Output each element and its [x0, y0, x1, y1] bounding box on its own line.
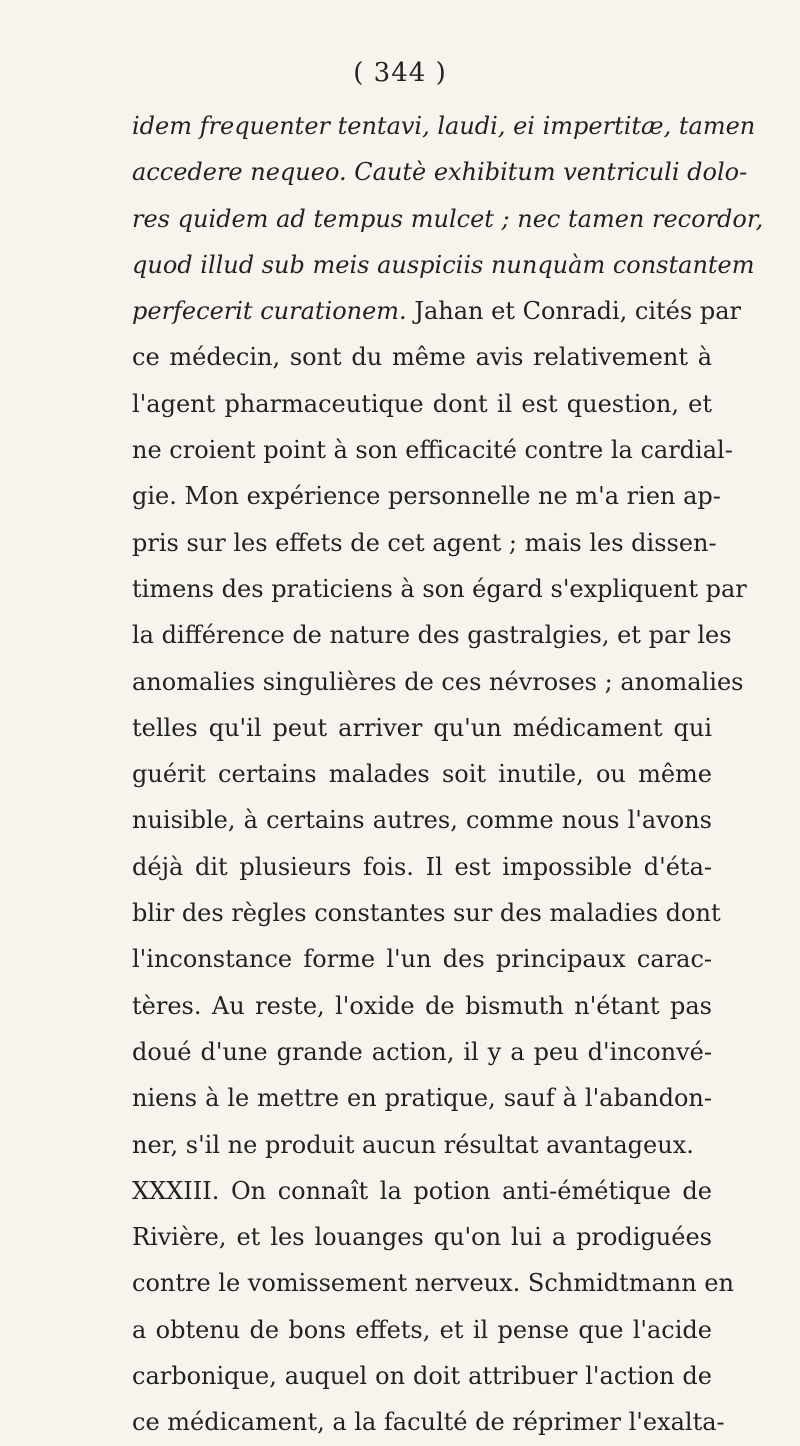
text-line — [132, 1260, 734, 1306]
roman-text: Rivière, et les louanges qu'on lui a prodiguées — [132, 1223, 712, 1252]
text-line — [132, 936, 712, 982]
roman-text: blir des règles constantes sur des maladies dont — [132, 899, 721, 928]
page-number: ( 344 ) — [353, 58, 447, 88]
text-line — [132, 288, 741, 334]
roman-text: contre le vomissement nerveux. Schmidtmann en — [132, 1269, 734, 1298]
text-line — [132, 797, 712, 843]
roman-text: doué d'une grande action, il y a peu d'inconvé- — [132, 1037, 712, 1066]
text-line — [132, 149, 748, 195]
roman-text: telles qu'il peut arriver qu'un médicament qui — [132, 713, 712, 742]
text-line — [132, 381, 712, 427]
roman-text: timens des praticiens à son égard s'expliquent par — [132, 574, 747, 603]
text-line — [132, 473, 721, 519]
text-line — [132, 1122, 712, 1168]
text-line — [132, 1399, 725, 1445]
roman-text: l'agent pharmaceutique dont il est question, et — [132, 389, 712, 418]
roman-text: Jahan et Conradi, cités par — [406, 297, 741, 326]
text-line — [132, 242, 755, 288]
roman-text: guérit certains malades soit inutile, ou même — [132, 760, 712, 789]
body-text — [132, 103, 764, 1446]
roman-text: ce médecin, sont du même avis relativement à — [132, 343, 712, 372]
roman-text: gie. Mon expérience personnelle ne m'a rien ap- — [132, 482, 721, 511]
italic-text: perfecerit curationem. — [132, 297, 407, 326]
text-line — [132, 1168, 712, 1214]
text-line — [132, 1029, 712, 1075]
text-line — [132, 1307, 712, 1353]
text-line — [132, 612, 732, 658]
roman-text: ner, s'il ne produit aucun résultat avantageux. — [132, 1130, 694, 1159]
italic-text: quod illud sub meis auspiciis nunquàm constantem — [132, 250, 755, 279]
roman-text: la différence de nature des gastralgies, et par les — [132, 621, 732, 650]
text-line — [132, 520, 717, 566]
roman-text: niens à le mettre en pratique, sauf à l'abandon- — [132, 1084, 712, 1113]
roman-text: l'inconstance forme l'un des principaux carac- — [132, 945, 712, 974]
roman-text: ne croient point à son efficacité contre la cardial- — [132, 436, 733, 465]
roman-text: nuisible, à certains autres, comme nous l'avons — [132, 806, 712, 835]
text-line — [132, 659, 744, 705]
text-line — [132, 751, 712, 797]
roman-text: XXXIII. On connaît la potion anti-émétique de — [132, 1176, 712, 1205]
text-line — [132, 334, 712, 380]
roman-text: ce médicament, a la faculté de réprimer l'exalta- — [132, 1408, 725, 1437]
text-line — [132, 1353, 712, 1399]
roman-text: tères. Au reste, l'oxide de bismuth n'étant pas — [132, 991, 712, 1020]
text-line — [132, 196, 764, 242]
text-line — [132, 890, 721, 936]
text-line — [132, 103, 756, 149]
roman-text: carbonique, auquel on doit attribuer l'action de — [132, 1362, 712, 1391]
roman-text: pris sur les effets de cet agent ; mais les dissen- — [132, 528, 717, 557]
text-line — [132, 705, 712, 751]
text-line — [132, 983, 712, 1029]
text-line — [132, 566, 747, 612]
roman-text: a obtenu de bons effets, et il pense que l'acide — [132, 1315, 712, 1344]
italic-text: accedere nequeo. Cautè exhibitum ventriculi dolo- — [132, 158, 748, 187]
text-line — [132, 844, 712, 890]
text-line — [132, 1075, 712, 1121]
text-line — [132, 427, 733, 473]
italic-text: res quidem ad tempus mulcet ; nec tamen recordor, — [132, 204, 764, 233]
roman-text: déjà dit plusieurs fois. Il est impossible d'éta- — [132, 852, 712, 881]
italic-text: idem frequenter tentavi, laudi, ei impertitæ, tamen — [132, 112, 756, 140]
roman-text: anomalies singulières de ces névroses ; anomalies — [132, 667, 744, 696]
text-line — [132, 1214, 712, 1260]
